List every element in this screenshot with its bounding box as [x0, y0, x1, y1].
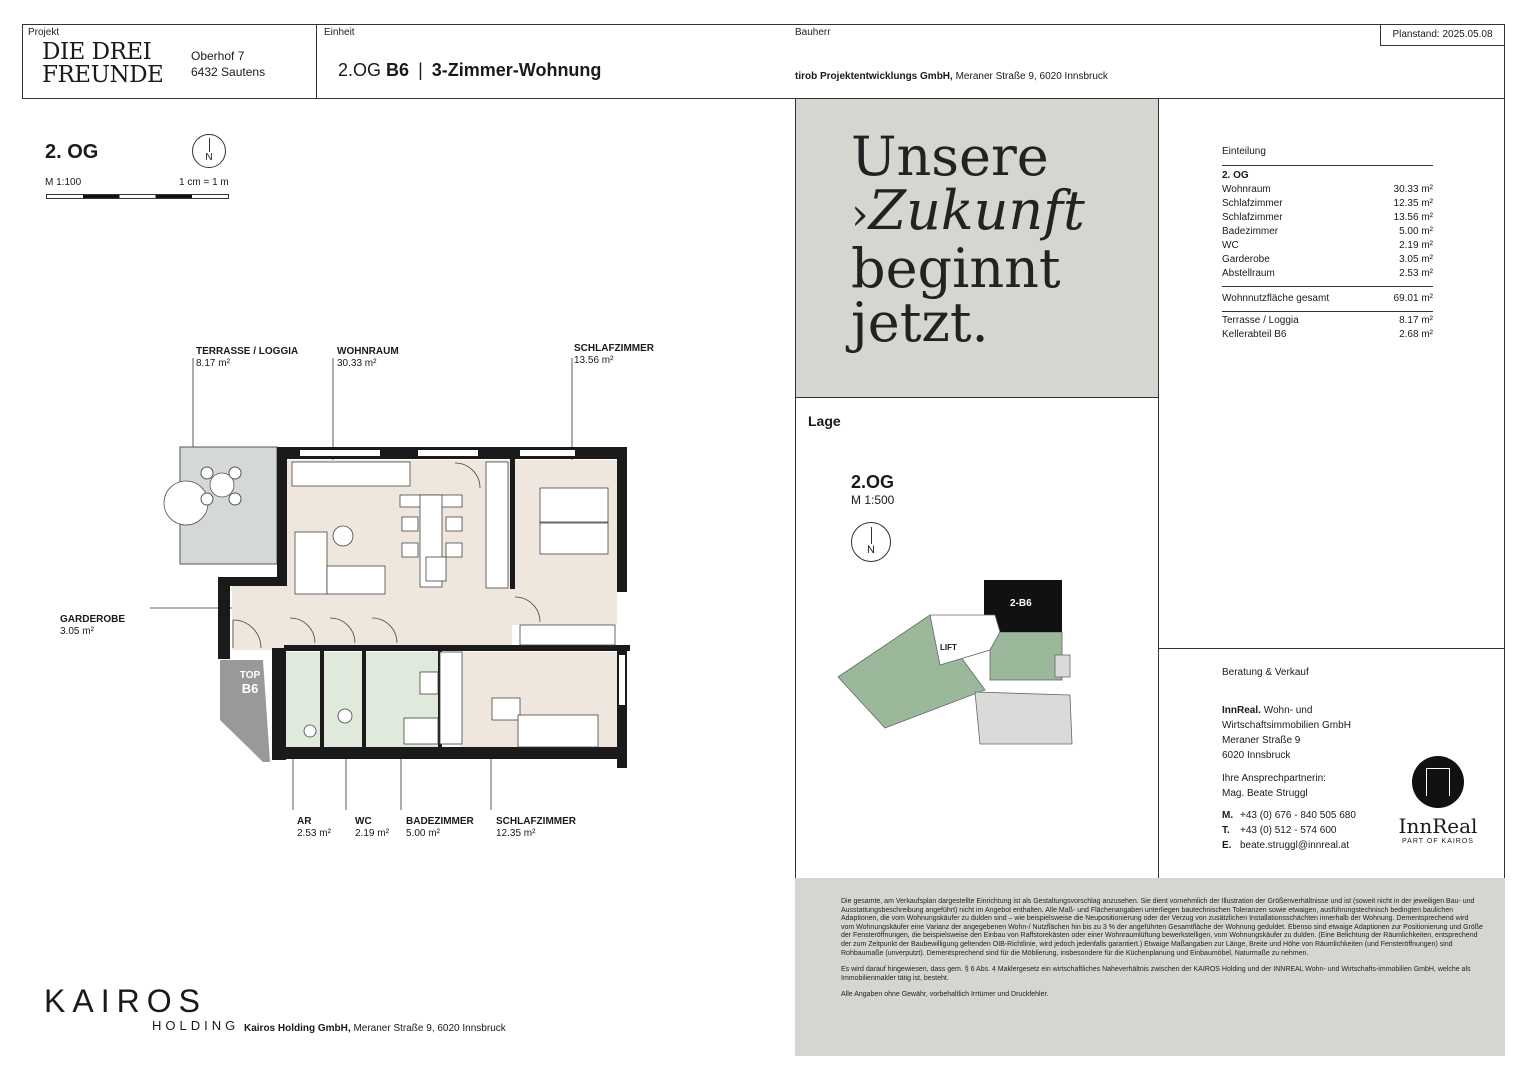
address-line1: Oberhof 7 — [191, 49, 245, 63]
innreal-logo-icon — [1412, 756, 1464, 808]
beratung-divider — [1158, 648, 1505, 649]
beratung-city: 6020 Innsbruck — [1222, 750, 1291, 761]
north-arrow-icon — [209, 138, 210, 152]
disclaimer-p2: Es wird darauf hingewiesen, dass gem. § 6 Abs. 4 Maklergesetz ein wirtschaftliches Naheverhältnis zwischen der KAIROS Holding und der INNREAL Wohn- und Wirtschafts-immobilien GmbH, welche als Immobilienmakler tätig ist, besteht. — [841, 966, 1471, 982]
einteilung-table — [1222, 146, 1433, 342]
unit-code: B6 — [386, 60, 410, 80]
top-code: B6 — [241, 681, 259, 696]
bauherr-company: tirob Projektentwicklungs GmbH, — [795, 71, 953, 82]
lage-floor: 2.OG — [851, 472, 895, 492]
kairos-logo-sub: HOLDING — [152, 1018, 240, 1033]
ar-fill — [285, 652, 322, 747]
project-name-line1: DIE DREI — [42, 39, 152, 65]
scale-bar — [46, 194, 229, 199]
lage-north-arrow-icon — [871, 527, 872, 544]
einteilung-row-name: Garderobe — [1222, 254, 1270, 265]
einteilung-row — [1222, 239, 1433, 253]
room-label-schlafzimmer-bottom: SCHLAFZIMMER 12.35 m² — [496, 816, 576, 839]
beratung-company-line2: Wirtschaftsimmobilien GmbH — [1222, 720, 1351, 731]
vertical-divider — [1158, 99, 1159, 879]
beratung-phone: T. +43 (0) 512 - 574 600 — [1222, 825, 1337, 836]
innreal-logo-name: InnReal — [1398, 814, 1478, 838]
address-line2: 6432 Sautens — [191, 65, 266, 79]
disclaimer-p3: Alle Angaben ohne Gewähr, vorbehaltlich Irrtümer und Druckfehler. — [841, 991, 1049, 999]
north-label: N — [205, 152, 213, 163]
einteilung-row-name: Schlafzimmer — [1222, 212, 1283, 223]
unit-floor: 2.OG — [338, 60, 382, 80]
einteilung-floor: 2. OG — [1222, 170, 1249, 181]
room-label-wohnraum: WOHNRAUM 30.33 m² — [337, 346, 399, 369]
header-divider-1 — [316, 24, 317, 99]
einteilung-row-area: 2.19 m² — [1399, 240, 1433, 251]
lage-building-gray — [975, 692, 1072, 744]
einteilung-row-name: Schlafzimmer — [1222, 198, 1283, 209]
einteilung-row — [1222, 183, 1433, 197]
unit-type: 3-Zimmer-Wohnung — [431, 60, 602, 80]
slogan — [851, 125, 1085, 354]
lage-compass — [851, 522, 891, 562]
planstand-badge: Planstand: 2025.05.08 — [1380, 24, 1505, 46]
slogan-line3: beginnt — [851, 237, 1061, 300]
lage-building-green — [990, 632, 1062, 680]
lage-scale: M 1:500 — [851, 493, 895, 507]
wc-fill — [324, 652, 362, 747]
scale-unit: 1 cm = 1 m — [179, 177, 229, 188]
einteilung-row-name: Wohnraum — [1222, 184, 1271, 195]
einteilung-extra-rows — [1222, 311, 1433, 342]
einteilung-row-area: 2.53 m² — [1399, 268, 1433, 279]
top-marker — [226, 669, 274, 695]
floor-plan — [150, 340, 650, 810]
chevron-icon: › — [851, 189, 869, 240]
einteilung-row-name: Abstellraum — [1222, 268, 1275, 279]
floor-title: 2. OG — [45, 141, 99, 163]
project-name — [42, 41, 163, 87]
lage-lift-label: LIFT — [940, 643, 957, 652]
einteilung-row-area: 12.35 m² — [1393, 198, 1433, 209]
lage-title: Lage — [808, 413, 841, 429]
project-address — [191, 48, 265, 80]
einteilung-row-area: 30.33 m² — [1393, 184, 1433, 195]
einteilung-row-name: Badezimmer — [1222, 226, 1279, 237]
footer-company: Kairos Holding GmbH, Meraner Straße 9, 6020 Innsbruck — [244, 1023, 506, 1034]
einteilung-extra-row — [1222, 328, 1433, 342]
beratung-contact-label: Ihre Ansprechpartnerin: — [1222, 773, 1326, 784]
einteilung-row-name: WC — [1222, 240, 1239, 251]
lage-lift — [930, 615, 1000, 665]
beratung-contact-name: Mag. Beate Struggl — [1222, 788, 1308, 799]
slogan-divider — [795, 397, 1158, 398]
unit-title — [338, 60, 601, 81]
einteilung-total: Wohnnutzfläche gesamt 69.01 m² — [1222, 286, 1433, 311]
lage-unit-label: 2-B6 — [1010, 598, 1032, 609]
beratung-mobile: M. +43 (0) 676 - 840 505 680 — [1222, 810, 1356, 821]
kairos-logo — [44, 983, 239, 1033]
slogan-line2: ›Zukunft — [851, 179, 1085, 242]
bauherr-label: Bauherr — [795, 27, 831, 38]
einteilung-row — [1222, 225, 1433, 239]
bauherr-info — [795, 71, 1108, 82]
beratung-email[interactable]: E. beate.struggl@innreal.at — [1222, 840, 1350, 851]
innreal-logo — [1392, 756, 1484, 845]
einheit-label: Einheit — [324, 27, 355, 38]
disclaimer-p1: Die gesamte, am Verkaufsplan dargestellte Einrichtung ist als Gestaltungsvorschlag anzusehen. Sie dient vornehmlich der Illustration der Größenverhältnisse und ist (soweit nicht in der jeweiligen Bau- und Ausstattungsbeschreibung angeführt) nicht im Angebot enthalten. Alle Maß- und Flächenangaben unterliegen bautechnischen Toleranzen sowie etwaigen, ausführungstechnisch bedingten baulichen Adaptionen, die vom Wohnungskäufer zu dulden sind – wie beispielsweise die Neupositionierung oder der Verzug von zusätzlichen Installationsschächten innerhalb der Wohnung. Dementsprechend wird vom Wohnungskäufer eine Varianz der angegebenen Wohn-/ Nutzflächen hin bis zu 3 % der angeführten Gesamtfläche der Wohnung geduldet. Ebenso sind etwaige Adaptionen zur Positionierung und Größe der Fensteröffnungen, die beispielsweise den Einbau von Raffstorekästen oder einer Wohnraumlüftung bewerkstelligen, vom Wohnungskäufer zu dulden. (Eine Belichtung der Räumlichkeiten, entsprechend der zum Zeitpunkt der Baubewilligung geltenden OIB-Richtlinie, wird jedoch jedenfalls garantiert.) Etwaige Maßangaben zur Länge, Breite und Höhe von Räumlichkeiten (und Fensteröffnungen) sind Rohbaumaße (unverputzt). Dementsprechend sind für die Möblierung, insbesondere für die Küchenplanung und Einbaumöbel, Naturmaße zu nehmen. — [841, 898, 1483, 957]
einteilung-row — [1222, 197, 1433, 211]
scale-label: M 1:100 — [45, 177, 82, 188]
lage-balcony — [1055, 655, 1070, 677]
beratung-title: Beratung & Verkauf — [1222, 667, 1309, 678]
einteilung-row — [1222, 211, 1433, 225]
north-compass — [192, 134, 226, 168]
einteilung-extra-row-name: Terrasse / Loggia — [1222, 315, 1299, 326]
einteilung-row-area: 5.00 m² — [1399, 226, 1433, 237]
room-label-ar: AR 2.53 m² — [297, 816, 331, 839]
innreal-logo-sub: PART OF KAIROS — [1402, 838, 1474, 845]
kairos-logo-main: KAIROS — [44, 983, 207, 1019]
disclaimer-panel — [795, 878, 1505, 1056]
einteilung-row — [1222, 253, 1433, 267]
einteilung-row-area: 13.56 m² — [1393, 212, 1433, 223]
einteilung-extra-row-area: 8.17 m² — [1399, 315, 1433, 326]
room-label-terrasse: TERRASSE / LOGGIA 8.17 m² — [196, 346, 299, 369]
einteilung-title: Einteilung — [1222, 146, 1266, 157]
slogan-line4: jetzt. — [851, 291, 989, 354]
einteilung-rows — [1222, 183, 1433, 281]
beratung-company: InnReal. Wohn- und — [1222, 705, 1313, 716]
slogan-line1: Unsere — [851, 125, 1049, 188]
projekt-label: Projekt — [28, 27, 60, 38]
bauherr-address: Meraner Straße 9, 6020 Innsbruck — [955, 71, 1108, 82]
lage-north-label: N — [867, 544, 875, 556]
beratung-info — [1222, 703, 1356, 853]
room-label-wc: WC 2.19 m² — [355, 816, 389, 839]
einteilung-extra-row — [1222, 314, 1433, 328]
unit-separator: | — [418, 60, 423, 80]
beratung-street: Meraner Straße 9 — [1222, 735, 1301, 746]
room-label-badezimmer: BADEZIMMER 5.00 m² — [406, 816, 474, 839]
room-label-garderobe: GARDEROBE 3.05 m² — [60, 614, 126, 637]
einteilung-row — [1222, 267, 1433, 281]
room-label-schlafzimmer-top: SCHLAFZIMMER 13.56 m² — [574, 343, 654, 366]
einteilung-extra-row-name: Kellerabteil B6 — [1222, 329, 1287, 340]
lage-site-plan — [830, 575, 1090, 745]
top-label: TOP — [239, 670, 261, 681]
project-name-line2: FREUNDE — [42, 62, 164, 88]
einteilung-row-area: 3.05 m² — [1399, 254, 1433, 265]
einteilung-extra-row-area: 2.68 m² — [1399, 329, 1433, 340]
